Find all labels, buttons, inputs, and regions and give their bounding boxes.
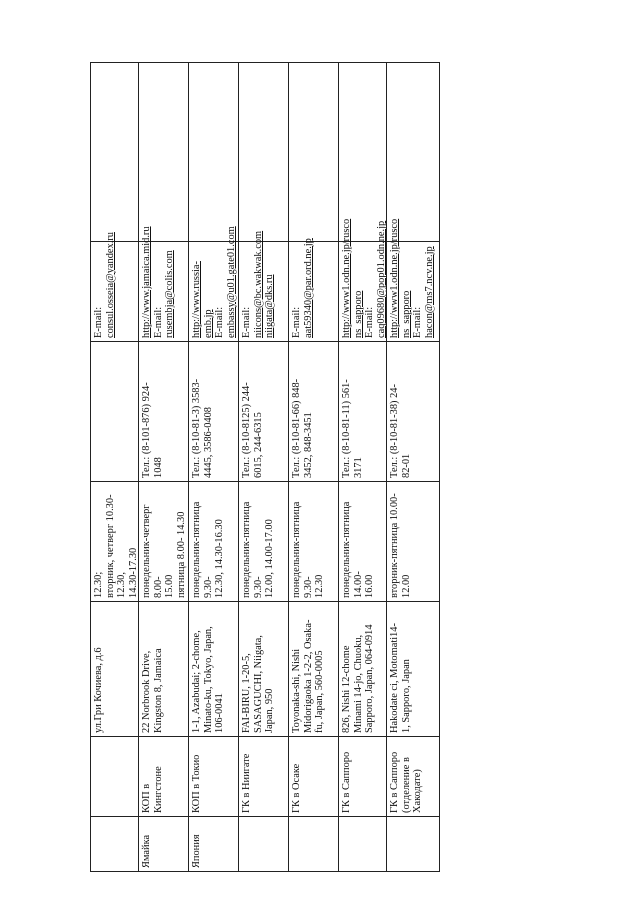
table-column-border (90, 481, 440, 482)
cell-text: 1, Sapporo, Japan (400, 659, 412, 733)
contact-link[interactable]: embassy@u01.gate01.com (225, 226, 237, 338)
cell-text: 3171 (352, 457, 364, 478)
contact-link[interactable]: http://www1.odn.ne.jp/rusco (341, 218, 352, 338)
cell-text: 82-01 (400, 453, 412, 478)
cell-country (241, 821, 286, 868)
cell-hours (389, 486, 438, 598)
cell-text: Minami 14-jo, Chuoku, (352, 634, 364, 733)
cell-address (291, 606, 336, 733)
cell-text: fu, Japan, 560-0005 (314, 650, 325, 733)
cell-country (341, 821, 384, 868)
cell-text: Тел.: (8-10-81-38) 24- (389, 384, 400, 478)
cell-address (341, 606, 384, 733)
cell-text: Ямайка (141, 834, 152, 868)
email-label: E-mail: (214, 306, 225, 338)
cell-org (241, 741, 286, 813)
cell-text: 6015, 244-6315 (252, 412, 264, 478)
table-column-border (90, 871, 440, 872)
table-column-border (90, 736, 440, 737)
cell-country (191, 821, 236, 868)
cell-address (191, 606, 236, 733)
cell-text: ГК в Саппоро (отделение в Хакодате) (389, 751, 423, 813)
cell-text: 12.00, 14.00-17.00 (264, 519, 275, 598)
cell-hours (341, 486, 384, 598)
cell-country (93, 821, 136, 868)
cell-text: Kingston 8, Jamaica (152, 648, 164, 733)
cell-text: Sapporo, Japan, 064-0914 (364, 624, 375, 733)
table-column-border (90, 62, 440, 63)
cell-phone (291, 346, 336, 478)
cell-text: FAI-BIRU, 1-20-5, (241, 653, 252, 733)
cell-hours (291, 486, 336, 598)
cell-org (93, 741, 136, 813)
cell-phone (241, 346, 286, 478)
cell-text: понедельник-пятница 9.30- (241, 501, 264, 598)
table-rotated-frame (90, 62, 440, 872)
contact-link[interactable]: niicons@bc.wakwak.com (252, 230, 264, 338)
cell-text: Тел.: (8-101-876) 924- (141, 382, 152, 478)
cell-links (93, 232, 136, 338)
cell-text: пятница 8.00- 14.30 (175, 511, 187, 598)
cell-text: Hakodate ci, Motomati14- (389, 623, 400, 733)
contact-link[interactable]: consul.osseia@yandex.ru (104, 232, 116, 338)
cell-text: 16.00 (364, 574, 375, 598)
cell-text: Тел.: (8-10-8125) 244- (241, 382, 252, 478)
cell-phone (141, 346, 186, 478)
cell-text: ГК в Ниигате (241, 753, 252, 813)
consulates-table (90, 62, 440, 872)
cell-text: ул.Гри Кочиева, д.6 (93, 647, 104, 733)
table-row-border (138, 62, 139, 872)
contact-link[interactable]: ns_sapporo (400, 290, 412, 338)
email-label: E-mail: (291, 306, 302, 338)
cell-links (191, 226, 237, 338)
cell-text: 12.30 (314, 574, 325, 598)
cell-links (389, 218, 438, 338)
cell-links (241, 230, 286, 338)
email-label: E-mail: (364, 306, 375, 338)
cell-country (389, 821, 438, 868)
table-row-border (439, 62, 440, 872)
table-column-border (90, 341, 440, 342)
table-row-border (90, 62, 91, 872)
contact-link[interactable]: caq09680@pop01.odn.ne.jp (375, 220, 387, 338)
email-label: E-mail: (241, 306, 252, 338)
cell-phone (389, 346, 438, 478)
cell-text: КОП в Токио (191, 754, 202, 813)
contact-link[interactable]: rusembja@colis.com (164, 250, 175, 338)
cell-text: Japan, 950 (264, 688, 275, 733)
cell-country (141, 821, 186, 868)
cell-address (93, 606, 136, 733)
cell-text: ГК в Саппоро (341, 751, 352, 813)
cell-links (291, 238, 336, 338)
email-label: E-mail: (93, 306, 104, 338)
cell-text: 4445, 3586-0408 (202, 407, 214, 478)
contact-link[interactable]: http://www.jamaica.mid.ru (141, 226, 152, 338)
cell-links (341, 218, 387, 338)
email-label: E-mail: (412, 306, 423, 338)
cell-text: Midorigaoka 1-2-2, Osaka- (302, 619, 314, 733)
cell-text: 14.30-17.30 (127, 547, 139, 598)
table-row-border (188, 62, 189, 872)
cell-text: 1-1, Azabudai; 2-chome, (191, 630, 202, 733)
cell-text: вторник, четверг 10.30-12.30, (104, 494, 127, 598)
cell-links (141, 226, 186, 338)
cell-text: понедельник-четверг 8.00- (141, 504, 164, 598)
table-column-border (90, 601, 440, 602)
email-label: E-mail: (152, 306, 164, 338)
table-column-border (90, 816, 440, 817)
cell-text: вторник-пятница 10.00-12.00 (389, 493, 412, 598)
cell-org (141, 741, 186, 813)
cell-phone (191, 346, 236, 478)
cell-org (389, 741, 438, 813)
cell-hours (241, 486, 286, 598)
cell-text: КОП в Кингстоне (141, 766, 164, 813)
cell-org (191, 741, 236, 813)
cell-text: Япония (191, 834, 202, 868)
contact-link[interactable]: aat59340@par.ord.ne.jp (302, 238, 314, 338)
cell-address (241, 606, 286, 733)
cell-text: Тел.: (8-10-81-11) 561- (341, 379, 352, 478)
table-row-border (386, 62, 387, 872)
cell-text: 826, Nishi 12-chome (341, 645, 352, 733)
table-row-border (238, 62, 239, 872)
contact-link[interactable]: niigata@dks.ru (264, 274, 275, 338)
cell-text: понедельник-пятница 14.00- (341, 501, 364, 598)
cell-org (291, 741, 336, 813)
cell-address (141, 606, 186, 733)
cell-text: Toyonaka-shi, Nishi (291, 648, 302, 733)
cell-phone (93, 346, 136, 478)
cell-text: понедельник-пятница 9.30- (191, 501, 214, 598)
cell-text: Тел.: (8-10-81-66) 848- (291, 378, 302, 478)
cell-text: SASAGUCHI, Niigata, (252, 635, 264, 733)
cell-text: 12.30; (93, 571, 104, 598)
cell-text: Тел.: (8-10-81-3) 3583- (191, 378, 202, 478)
cell-org (341, 741, 384, 813)
cell-text: 106-0041 (214, 693, 225, 733)
cell-text: 3452, 848-3451 (302, 412, 314, 478)
contact-link[interactable]: hacon@ms7.ncv.ne.jp (423, 246, 435, 338)
cell-text: 1048 (152, 457, 164, 478)
cell-text: Minato-ku, Tokyo, Japan, (202, 626, 214, 733)
cell-phone (341, 346, 384, 478)
cell-hours (141, 486, 186, 598)
cell-hours (93, 486, 139, 598)
contact-link[interactable]: http://www.russia-emb.jp (191, 261, 214, 338)
contact-link[interactable]: ns_sapporo (352, 290, 364, 338)
cell-address (389, 606, 438, 733)
cell-hours (191, 486, 236, 598)
cell-country (291, 821, 336, 868)
cell-text: 12.30, 14.30-16.30 (214, 519, 225, 598)
table-row-border (288, 62, 289, 872)
cell-text: ГК в Осаке (291, 763, 302, 813)
table-row-border (338, 62, 339, 872)
cell-text: 15.00 (164, 574, 175, 598)
contact-link[interactable]: http://www1.odn.ne.jp/rusco (389, 218, 400, 338)
cell-text: 22 Norbrook Drive, (141, 650, 152, 733)
cell-text: понедельник-пятница 9.30- (291, 501, 314, 598)
